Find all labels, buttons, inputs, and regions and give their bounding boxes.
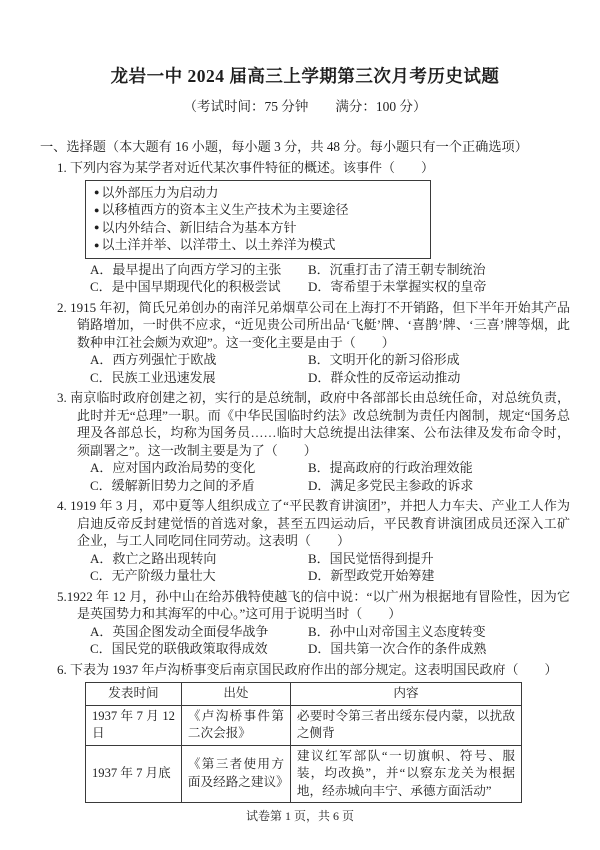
table-cell-source: 《第三者使用方面及经路之建议》 bbox=[181, 745, 290, 803]
options-grid bbox=[40, 261, 570, 296]
table-header-cell-source: 出处 bbox=[181, 683, 290, 706]
question-number: 5. bbox=[57, 588, 67, 604]
option-b: B．国民觉悟得到提升 bbox=[308, 550, 434, 566]
option-d: D．寄希望于未掌握实权的皇帝 bbox=[308, 279, 487, 294]
question-stem: 下表为 1937 年卢沟桥事变后南京国民政府作出的部分规定。这表明国民政府（ ） bbox=[70, 661, 558, 677]
question-2 bbox=[40, 299, 570, 387]
options-grid bbox=[40, 623, 570, 658]
feature-item bbox=[94, 219, 422, 237]
question-1 bbox=[40, 159, 570, 296]
question-stem: 1919 年 3 月，邓中夏等人组织成立了“平民教育讲演团”，并把人力车夫、产业工人作为启迪反帝反封建觉悟的首选对象，甚至五四运动后，平民教育讲演团成员还深入工矿企业，与工人同吃同住同劳动。这表明（ ） bbox=[70, 498, 570, 548]
option-b: B．沉重打击了清王朝专制统治 bbox=[308, 261, 486, 277]
question-text bbox=[40, 159, 570, 177]
question-text bbox=[40, 661, 570, 679]
table-header-cell-date: 发表时间 bbox=[86, 683, 182, 706]
question-stem: 南京临时政府创建之初，实行的是总统制，政府中各部部长由总统任命，对总统负责，此时并无“总理”一职。而《中华民国临时约法》改总统制为责任内阁制，规定“国务总理及各部总长，均称为国务员……临时大总统提出法律案、公布法律及发布命令时，须副署之”。这一改制主要是为了（ ） bbox=[70, 390, 570, 458]
table-header-cell-content: 内容 bbox=[290, 683, 521, 706]
option-a: A．应对国内政治局势的变化 bbox=[90, 460, 256, 475]
feature-item-text: 以外部压力为启动力 bbox=[101, 184, 219, 200]
options-grid bbox=[40, 550, 570, 585]
option-c: C．缓解新旧势力之间的矛盾 bbox=[90, 477, 255, 493]
option-d: D．国共第一次合作的条件成熟 bbox=[308, 641, 487, 656]
question-stem: 1922 年 12 月，孙中山在给苏俄特使越飞的信中说：“以广州为根据地有冒险性，因为它是英国势力和其海军的中心。”这可用于说明当时（ ） bbox=[66, 588, 570, 621]
table-header-row bbox=[86, 683, 522, 706]
bullet-icon: ● bbox=[94, 204, 100, 215]
section-title: 一、选择题（本大题有 16 小题，每小题 3 分，共 48 分。每小题只有一个正确选项） bbox=[40, 139, 528, 154]
table-cell-date: 1937 年 7 月 12 日 bbox=[86, 705, 182, 745]
question-number: 1. bbox=[57, 160, 70, 175]
exam-meta: （考试时间：75 分钟 满分：100 分） bbox=[183, 99, 427, 114]
question-number: 6. bbox=[57, 661, 70, 677]
options-grid bbox=[40, 351, 570, 386]
page-footer: 试卷第 1 页，共 6 页 bbox=[245, 809, 354, 823]
bullet-icon: ● bbox=[94, 187, 100, 197]
question-number: 4. bbox=[57, 498, 71, 513]
option-d: D．群众性的反帝运动推动 bbox=[308, 369, 461, 385]
feature-item-text: 以移植西方的资本主义生产技术为主要途径 bbox=[101, 202, 349, 217]
option-b: B．孙中山对帝国主义态度转变 bbox=[308, 623, 486, 639]
question-5 bbox=[40, 588, 570, 658]
question-number: 2. bbox=[57, 299, 71, 315]
feature-item bbox=[94, 236, 422, 254]
feature-item-text: 以内外结合、新旧结合为基本方针 bbox=[101, 219, 297, 235]
table-cell-content: 必要时令第三者出绥东侵内蒙，以扰敌之侧背 bbox=[290, 705, 521, 745]
option-c: C．国民党的联俄政策取得成效 bbox=[90, 641, 268, 656]
table-row bbox=[86, 745, 522, 803]
option-c: C．无产阶级力量壮大 bbox=[90, 568, 216, 583]
table-row bbox=[86, 705, 522, 745]
option-b: B．提高政府的行政治理效能 bbox=[308, 460, 473, 475]
option-c: C．是中国早期现代化的积极尝试 bbox=[90, 279, 281, 294]
question-stem: 下列内容为某学者对近代某次事件特征的概述。该事件（ ） bbox=[70, 160, 435, 175]
option-d: D．满足多党民主参政的诉求 bbox=[308, 477, 474, 493]
feature-box bbox=[85, 180, 431, 259]
question-6 bbox=[40, 661, 570, 804]
bullet-icon: ● bbox=[94, 222, 100, 232]
feature-item bbox=[94, 201, 422, 219]
question-stem: 1915 年初，简氏兄弟创办的南洋兄弟烟草公司在上海打不开销路，但下半年开始其产品销路增加，一时供不应求，“近见贵公司所出品‘飞艇’牌、‘喜鹊’牌、‘三喜’牌等烟，此数种申江社会颇为欢迎”。这一变化主要是由于（ ） bbox=[70, 299, 570, 350]
bullet-icon: ● bbox=[94, 239, 100, 250]
regulations-table bbox=[85, 682, 522, 803]
option-a: A．救亡之路出现转向 bbox=[90, 550, 217, 566]
option-c: C．民族工业迅速发展 bbox=[90, 369, 216, 385]
option-a: A．西方列强忙于欧战 bbox=[90, 352, 217, 367]
option-b: B．文明开化的新习俗形成 bbox=[308, 352, 460, 367]
option-a: A．最早提出了向西方学习的主张 bbox=[90, 261, 282, 277]
question-text bbox=[40, 497, 570, 550]
table-cell-date: 1937 年 7 月底 bbox=[86, 745, 182, 803]
question-text bbox=[40, 389, 570, 459]
page-title: 龙岩一中 2024 届高三上学期第三次月考历史试题 bbox=[110, 66, 500, 86]
feature-item-text: 以土洋并举、以洋带土、以土养洋为模式 bbox=[101, 237, 336, 252]
question-4 bbox=[40, 497, 570, 585]
question-number: 3. bbox=[57, 390, 71, 405]
question-text bbox=[40, 299, 570, 352]
question-text bbox=[40, 588, 570, 623]
option-d: D．新型政党开始筹建 bbox=[308, 568, 435, 583]
table-cell-source: 《卢沟桥事件第二次会报》 bbox=[181, 705, 290, 745]
feature-item bbox=[94, 184, 422, 202]
options-grid bbox=[40, 459, 570, 494]
table-cell-content: 建议红军部队“一切旗帜、符号、服装，均改换”，并“以察东龙关为根据地，经赤城向丰宁、承德方面活动” bbox=[290, 745, 521, 803]
question-3 bbox=[40, 389, 570, 494]
option-a: A．英国企图发动全面侵华战争 bbox=[90, 623, 269, 639]
